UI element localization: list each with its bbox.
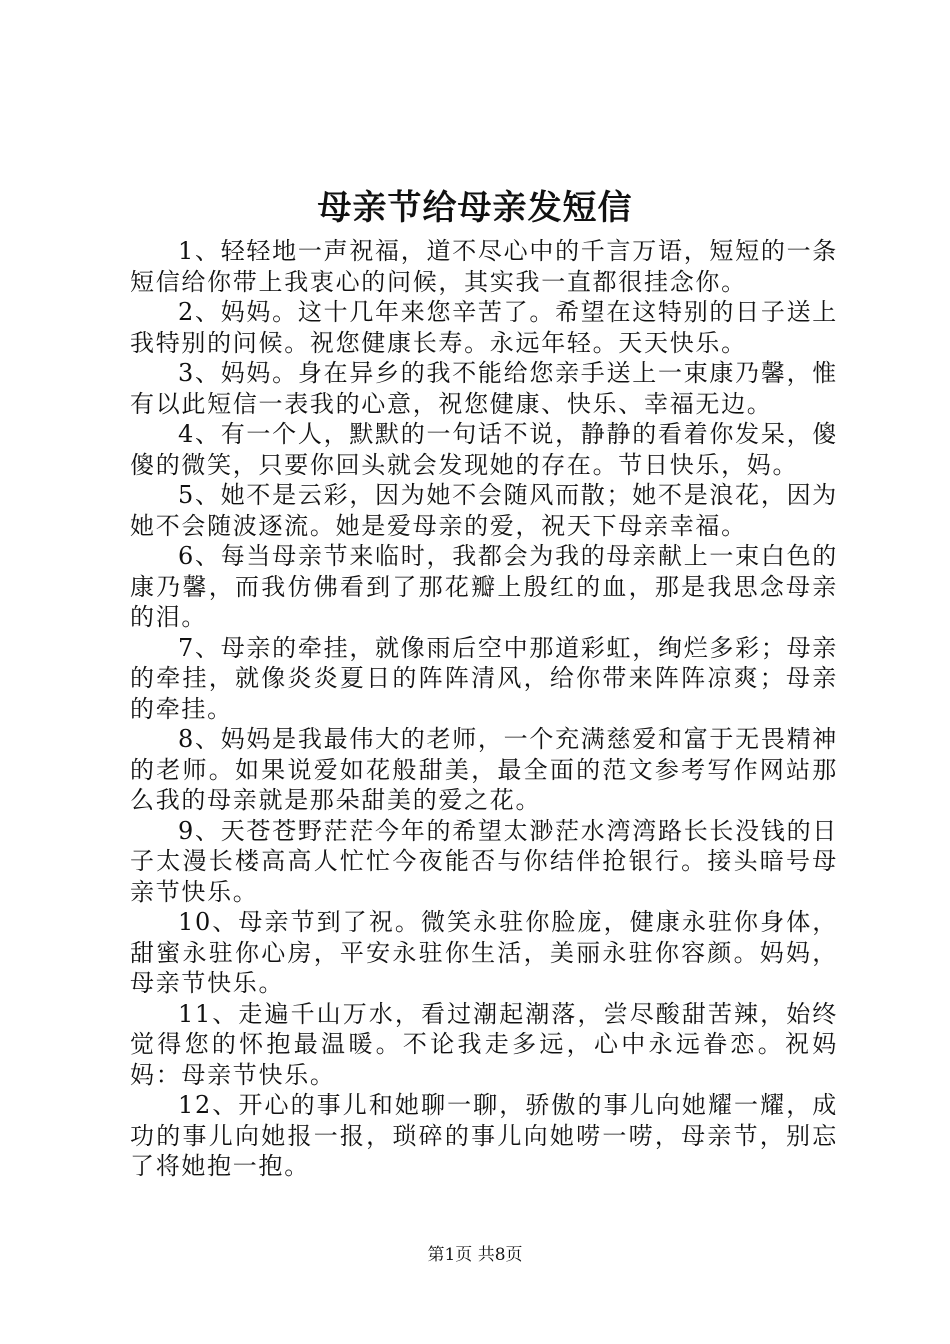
paragraph-12: 12、开心的事儿和她聊一聊，骄傲的事儿向她耀一耀，成功的事儿向她报一报，琐碎的事儿向她唠一唠，母亲节，别忘了将她抱一抱。 bbox=[130, 1091, 838, 1180]
paragraph-10: 10、母亲节到了祝。微笑永驻你脸庞，健康永驻你身体，甜蜜永驻你心房，平安永驻你生活，美丽永驻你容颜。妈妈，母亲节快乐。 bbox=[130, 908, 838, 997]
page-number-footer: 第1页 共8页 bbox=[427, 1245, 523, 1265]
paragraph-1: 1、轻轻地一声祝福，道不尽心中的千言万语，短短的一条短信给你带上我衷心的问候，其实我一直都很挂念你。 bbox=[130, 237, 838, 296]
paragraph-3: 3、妈妈。身在异乡的我不能给您亲手送上一束康乃馨，惟有以此短信一表我的心意，祝您健康、快乐、幸福无边。 bbox=[130, 359, 838, 418]
paragraph-9: 9、天苍苍野茫茫今年的希望太渺茫水湾湾路长长没钱的日子太漫长楼高高人忙忙今夜能否与你结伴抢银行。接头暗号母亲节快乐。 bbox=[130, 816, 838, 906]
paragraph-2: 2、妈妈。这十几年来您辛苦了。希望在这特别的日子送上我特别的问候。祝您健康长寿。永远年轻。天天快乐。 bbox=[130, 298, 838, 357]
paragraph-5: 5、她不是云彩，因为她不会随风而散；她不是浪花，因为她不会随波逐流。她是爱母亲的爱，祝天下母亲幸福。 bbox=[130, 481, 838, 540]
paragraph-11: 11、走遍千山万水，看过潮起潮落，尝尽酸甜苦辣，始终觉得您的怀抱最温暖。不论我走多远，心中永远眷恋。祝妈妈：母亲节快乐。 bbox=[130, 999, 838, 1089]
paragraph-7: 7、母亲的牵挂，就像雨后空中那道彩虹，绚烂多彩；母亲的牵挂，就像炎炎夏日的阵阵清风，给你带来阵阵凉爽；母亲的牵挂。 bbox=[130, 633, 838, 723]
paragraph-6: 6、每当母亲节来临时，我都会为我的母亲献上一束白色的康乃馨，而我仿佛看到了那花瓣上殷红的血，那是我思念母亲的泪。 bbox=[130, 542, 838, 631]
paragraph-4: 4、有一个人，默默的一句话不说，静静的看着你发呆，傻傻的微笑，只要你回头就会发现她的存在。节日快乐，妈。 bbox=[130, 420, 838, 479]
page-title: 母亲节给母亲发短信 bbox=[317, 188, 633, 228]
paragraph-8: 8、妈妈是我最伟大的老师，一个充满慈爱和富于无畏精神的老师。如果说爱如花般甜美，最全面的范文参考写作网站那么我的母亲就是那朵甜美的爱之花。 bbox=[130, 725, 838, 814]
document-body bbox=[130, 236, 838, 1182]
